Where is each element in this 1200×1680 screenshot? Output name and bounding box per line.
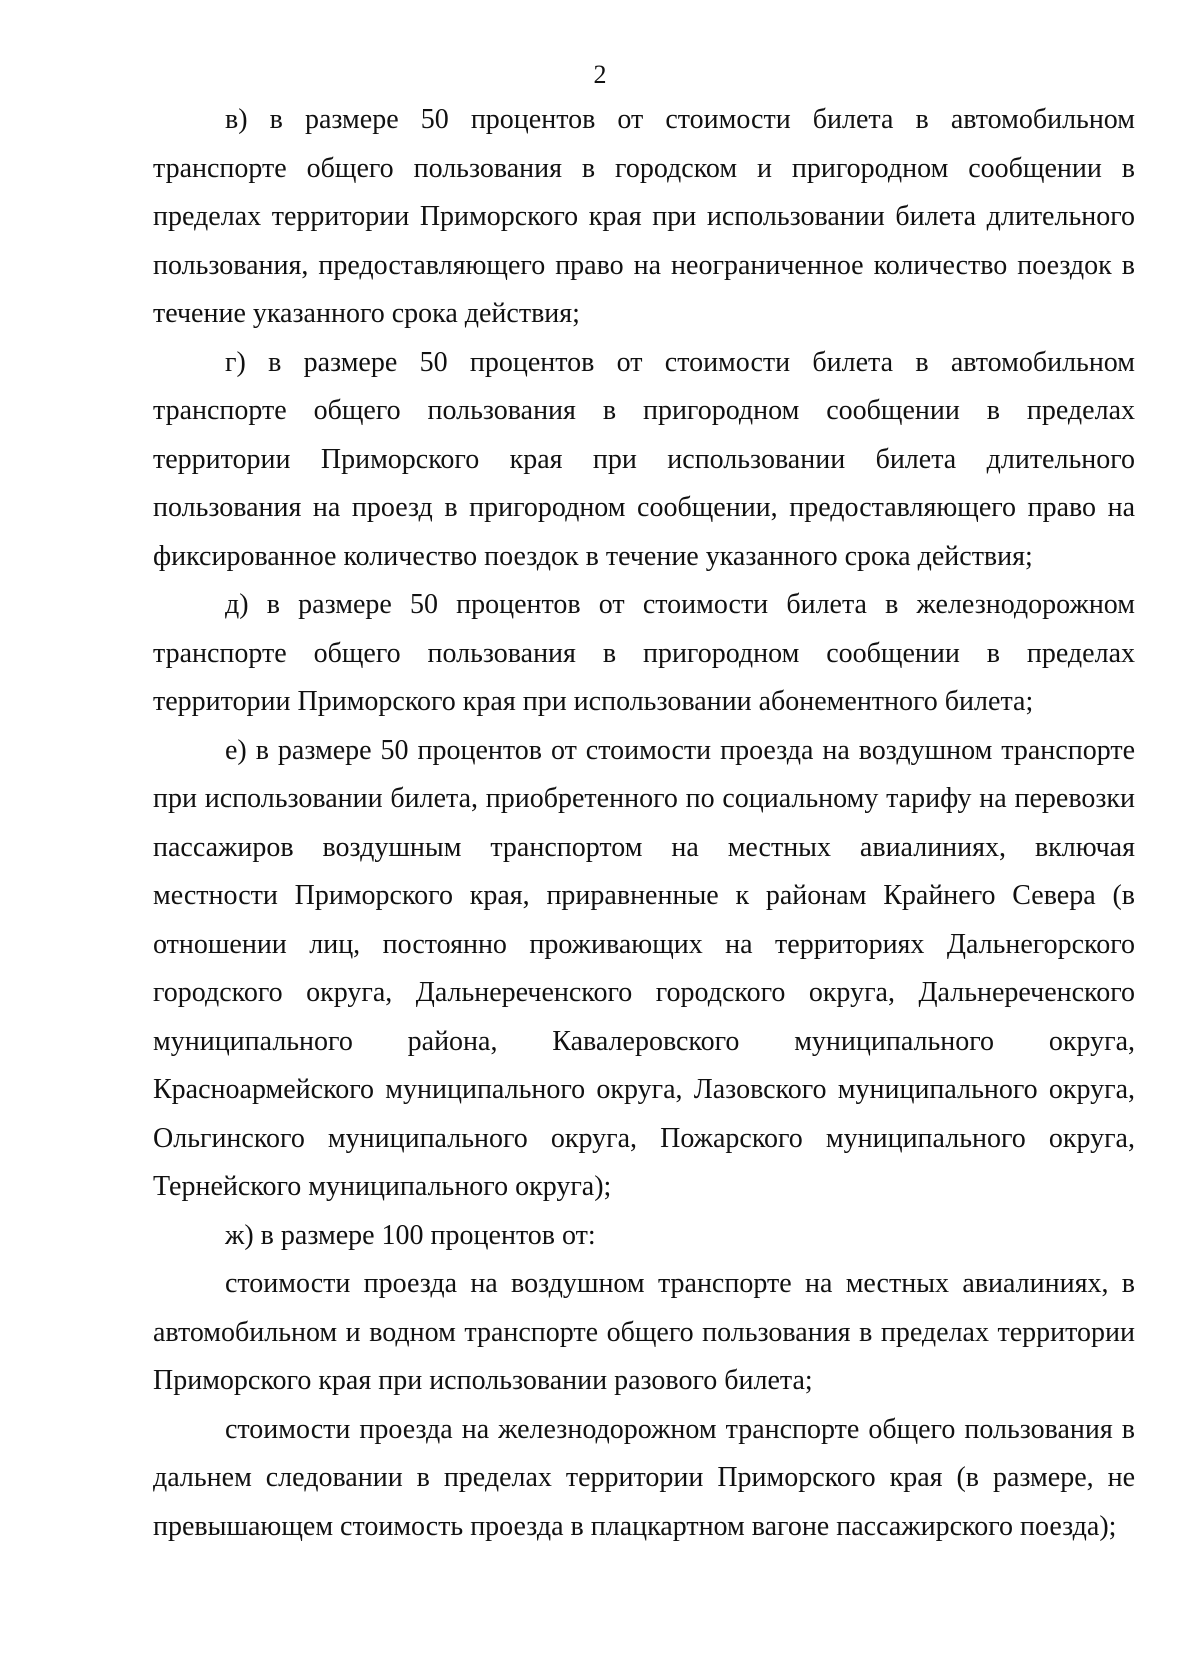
paragraph-zh-item-1: стоимости проезда на воздушном транспорте на местных авиалиниях, в автомобильном и водном транспорте общего пользования в пределах территории Приморского края при использовании разового билета; xyxy=(153,1268,1135,1396)
paragraph-g: г) в размере 50 процентов от стоимости билета в автомобильном транспорте общего пользования в пригородном сообщении в пределах территории Приморского края при использовании билета длительного пользования на проезд в пригородном сообщении, предоставляющего право на фиксированное количество поездок в течение указанного срока действия; xyxy=(153,346,1135,572)
paragraph-v: в) в размере 50 процентов от стоимости билета в автомобильном транспорте общего пользования в городском и пригородном сообщении в пределах территории Приморского края при использовании билета длительного пользования, предоставляющего право на неограниченное количество поездок в течение указанного срока действия; xyxy=(153,104,1135,329)
document-body xyxy=(153,96,1135,1551)
paragraph-d: д) в размере 50 процентов от стоимости билета в железнодорожном транспорте общего пользования в пригородном сообщении в пределах территории Приморского края при использовании абонементного билета; xyxy=(153,589,1135,717)
paragraph-e: е) в размере 50 процентов от стоимости проезда на воздушном транспорте при использовании билета, приобретенного по социальному тарифу на перевозки пассажиров воздушным транспортом на местных авиалиниях, включая местности Приморского края, приравненные к районам Крайнего Севера (в отношении лиц, постоянно проживающих на территориях Дальнегорского городского округа, Дальнереченского городского округа, Дальнереченского муниципального района, Кавалеровского муниципального округа, Красноармейского муниципального округа, Лазовского муниципального округа, Ольгинского муниципального округа, Пожарского муниципального округа, Тернейского муниципального округа); xyxy=(153,734,1135,1202)
page-number: 2 xyxy=(593,60,607,89)
paragraph-zh: ж) в размере 100 процентов от: xyxy=(225,1219,596,1251)
paragraph-zh-item-2: стоимости проезда на железнодорожном транспорте общего пользования в дальнем следовании в пределах территории Приморского края (в размере, не превышающем стоимость проезда в плацкартном вагоне пассажирского поезда); xyxy=(153,1413,1135,1542)
